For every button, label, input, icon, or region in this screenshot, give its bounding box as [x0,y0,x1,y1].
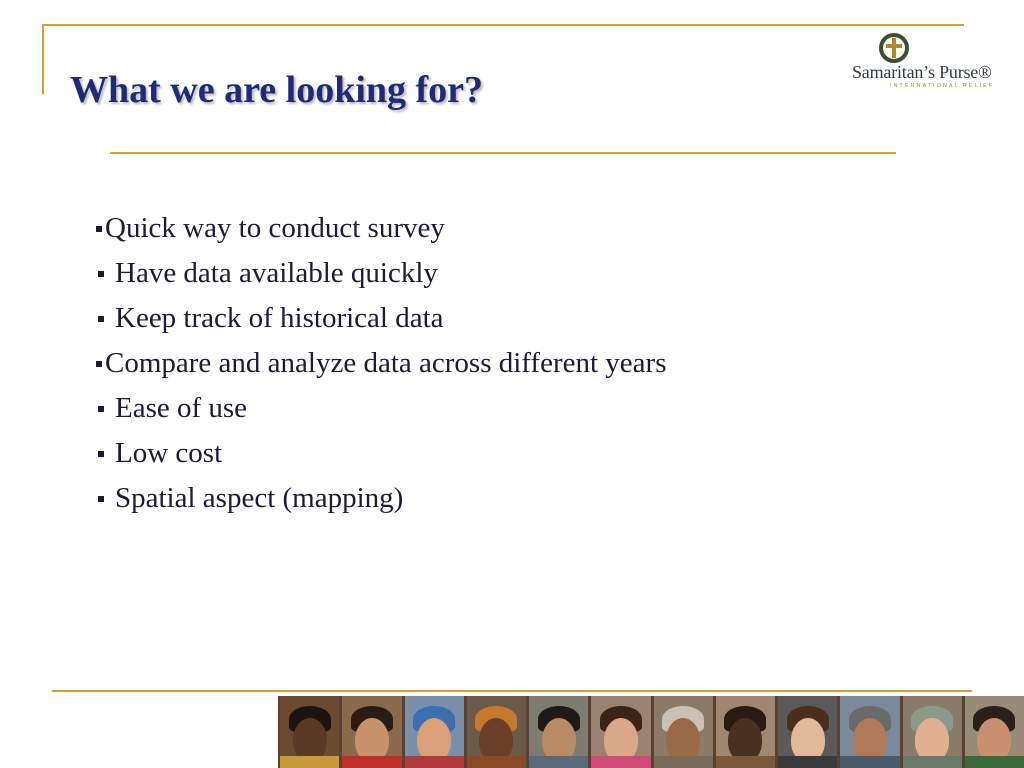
samaritans-purse-logo [850,32,1008,92]
portrait-clothing [529,756,588,768]
portrait-photo [280,696,339,768]
portrait-photo [591,696,650,768]
portrait-clothing [903,756,962,768]
cross-circle-icon [878,32,910,64]
title-underline [110,152,896,154]
logo-name: Samaritan’s Purse® [852,62,992,82]
portrait-photo [654,696,713,768]
square-bullet-icon [96,226,102,232]
frame-top-rule [42,24,964,26]
portrait-clothing [280,756,339,768]
slide-title: What we are looking for? [70,69,484,111]
bullet-item [96,296,666,341]
bullet-text: Low cost [115,437,223,469]
portrait-photo [405,696,464,768]
bullet-item [96,386,666,431]
bullet-item [96,206,666,251]
frame-left-rule [42,24,44,94]
bullet-text: Compare and analyze data across different years [105,347,667,379]
bullet-item [96,431,666,476]
portrait-photo [903,696,962,768]
square-bullet-icon [98,406,104,412]
portrait-photo [716,696,775,768]
portrait-clothing [778,756,837,768]
portrait-clothing [965,756,1024,768]
faces-photo-strip [278,696,1024,768]
bullet-text: Quick way to conduct survey [105,212,445,244]
bullet-text: Have data available quickly [115,257,438,289]
bullet-list [96,206,666,521]
bullet-item [96,476,666,521]
portrait-photo [840,696,899,768]
square-bullet-icon [96,361,102,367]
bullet-item [96,341,666,386]
bullet-text: Spatial aspect (mapping) [115,482,404,514]
portrait-photo [342,696,401,768]
portrait-clothing [654,756,713,768]
portrait-photo [529,696,588,768]
portrait-photo [778,696,837,768]
square-bullet-icon [98,496,104,502]
square-bullet-icon [98,451,104,457]
portrait-photo [965,696,1024,768]
square-bullet-icon [98,316,104,322]
square-bullet-icon [98,271,104,277]
portrait-clothing [716,756,775,768]
bullet-item [96,251,666,296]
portrait-clothing [467,756,526,768]
portrait-clothing [591,756,650,768]
bullet-text: Ease of use [115,392,248,424]
portrait-clothing [405,756,464,768]
portrait-photo [467,696,526,768]
bullet-text: Keep track of historical data [115,302,444,334]
footer-rule [52,690,972,692]
portrait-clothing [840,756,899,768]
portrait-clothing [342,756,401,768]
logo-subtitle: INTERNATIONAL RELIEF [890,83,995,89]
